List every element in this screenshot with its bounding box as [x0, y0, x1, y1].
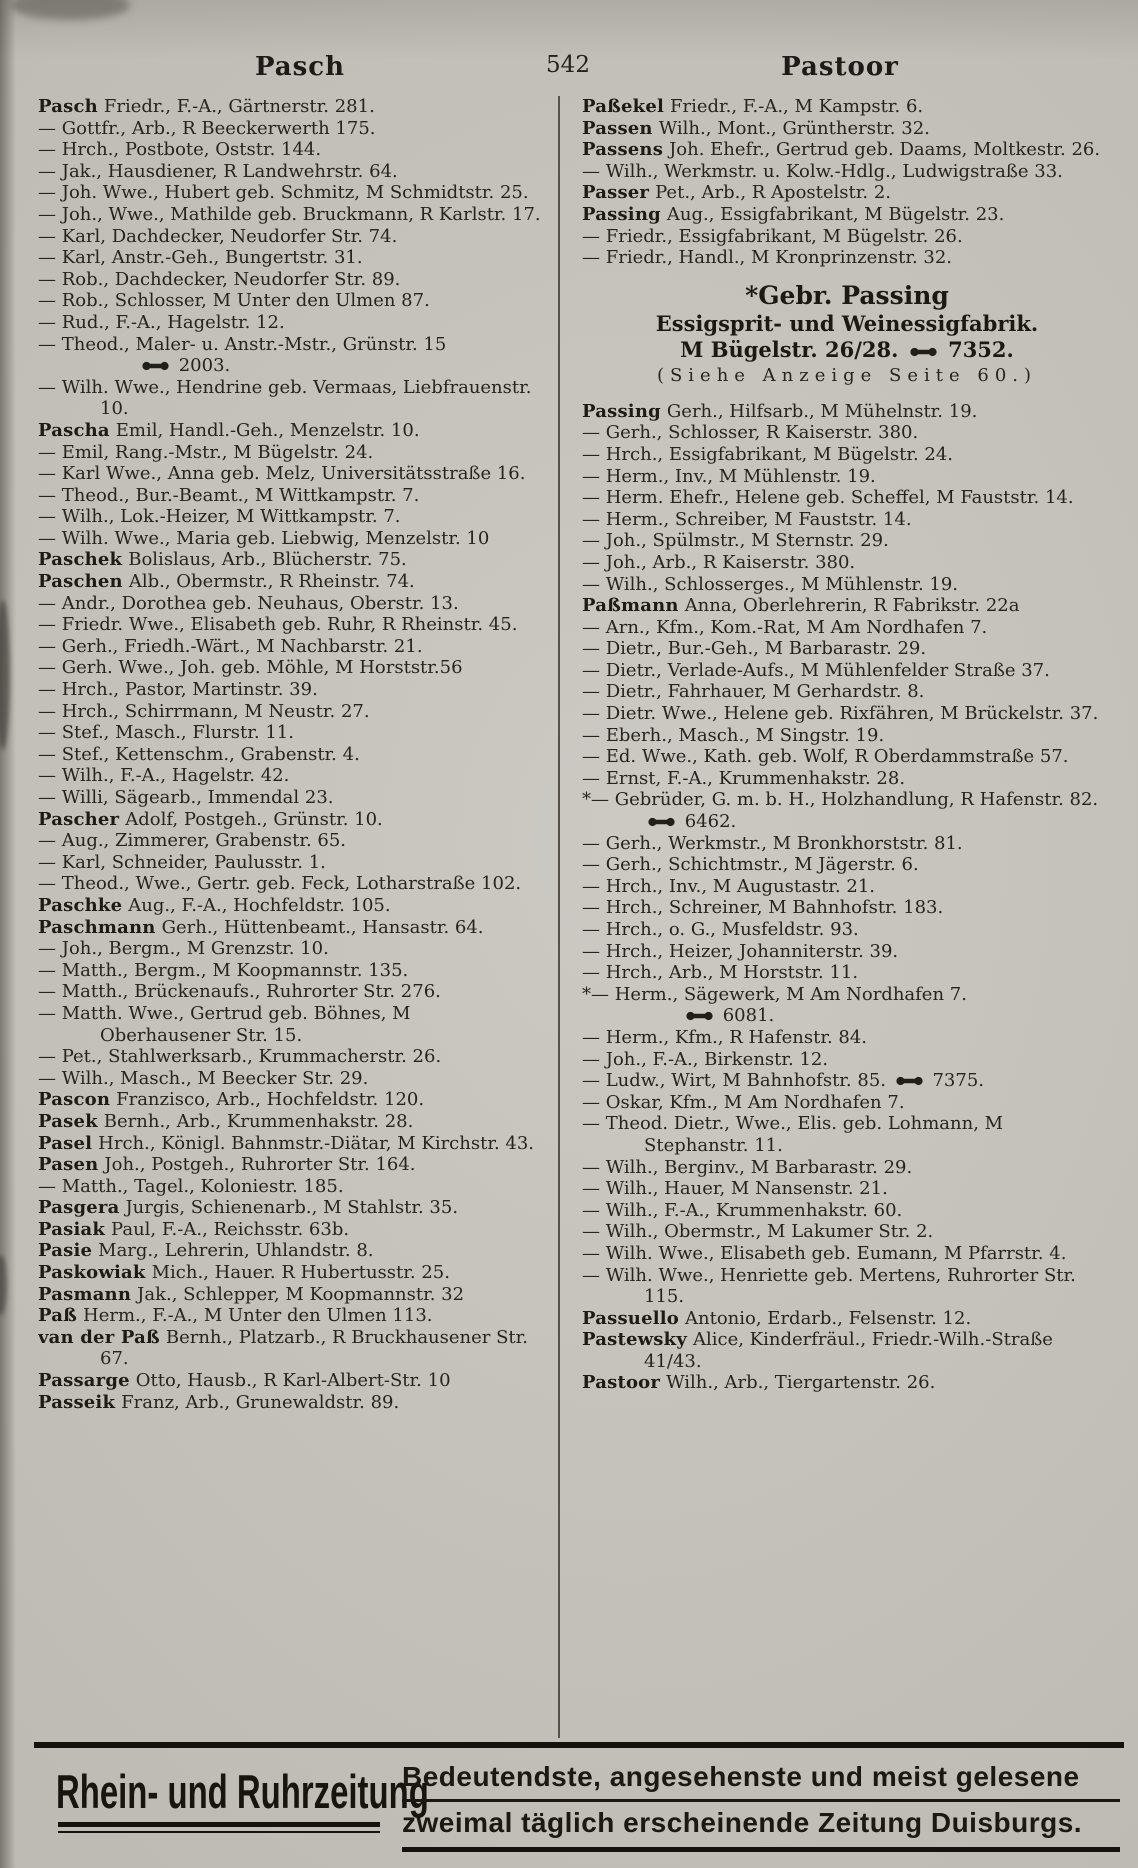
directory-entry — [582, 574, 1112, 596]
directory-entry — [38, 269, 544, 291]
entry-text: — Theod., Wwe., Gertr. geb. Feck, Lotharstraße 102. — [38, 873, 522, 895]
entry-surname: Paßekel — [582, 96, 665, 117]
entry-text: — Hrch., Essigfabrikant, M Bügelstr. 24. — [582, 443, 954, 465]
entry-text: — Hrch., Inv., M Augustastr. 21. — [582, 875, 875, 897]
entry-surname: Passing — [582, 203, 661, 225]
directory-entry — [38, 226, 544, 248]
ad-slogan — [402, 1756, 1120, 1852]
directory-entry — [582, 401, 1112, 423]
entry-text: — Friedr., Essigfabrikant, M Bügelstr. 26. — [582, 225, 963, 247]
entry-text: — Hrch., Pastor, Martinstr. 39. — [38, 679, 318, 701]
entry-text: — Stef., Masch., Flurstr. 11. — [38, 722, 294, 744]
entry-text: — Joh., Arb., R Kaiserstr. 380. — [582, 551, 856, 573]
directory-entry — [582, 1049, 1112, 1071]
entry-surname: Passen — [582, 117, 653, 139]
entry-text: — Friedr. Wwe., Elisabeth geb. Ruhr, R Rheinstr. 45. — [38, 614, 518, 636]
directory-entry — [582, 1221, 1112, 1243]
entry-surname: Paschek — [38, 549, 123, 571]
guide-word-left: Pasch — [254, 52, 346, 82]
entry-text: — Rob., Dachdecker, Neudorfer Str. 89. — [38, 268, 401, 290]
directory-entry — [38, 1003, 544, 1046]
entry-text: Mich., Hauer. R Hubertusstr. 25. — [151, 1262, 450, 1284]
directory-entry — [582, 422, 1112, 444]
telephone-icon — [648, 817, 675, 827]
directory-entry — [38, 1111, 544, 1133]
entry-text: — Gottfr., Arb., R Beeckerwerth 175. — [38, 117, 376, 139]
directory-entry — [38, 485, 544, 507]
directory-entry — [38, 830, 544, 852]
directory-entry — [38, 938, 544, 960]
entry-text: Marg., Lehrerin, Uhlandstr. 8. — [98, 1240, 374, 1262]
directory-entry — [582, 897, 1112, 919]
directory-entry — [582, 161, 1112, 183]
entry-text: — Herm., Kfm., R Hafenstr. 84. — [582, 1026, 868, 1048]
directory-entry — [582, 746, 1112, 768]
directory-entry — [38, 1046, 544, 1068]
entry-text: — Wilh., Schlosserges., M Mühlenstr. 19. — [582, 573, 959, 595]
directory-entry — [38, 247, 544, 269]
entry-text: Friedr., F.-A., Gärtnerstr. 281. — [103, 96, 375, 117]
directory-entry — [582, 1200, 1112, 1222]
directory-entry — [582, 487, 1112, 509]
entry-text: — Wilh., Obermstr., M Lakumer Str. 2. — [582, 1221, 934, 1243]
entry-surname: Paskowiak — [38, 1262, 146, 1284]
directory-entry — [582, 833, 1112, 855]
directory-entry — [38, 1068, 544, 1090]
entry-text: Pet., Arb., R Apostelstr. 2. — [655, 182, 891, 204]
directory-entry — [38, 1370, 544, 1392]
telephone-icon — [142, 361, 169, 371]
entry-text: — Rob., Schlosser, M Unter den Ulmen 87. — [38, 290, 430, 312]
entry-text: — Ernst, F.-A., Krummenhakstr. 28. — [582, 767, 906, 789]
directory-entry — [582, 1005, 1112, 1027]
directory-entry — [38, 679, 544, 701]
directory-entry — [582, 595, 1112, 617]
entry-text: — Wilh. Wwe., Hendrine geb. Vermaas, Liebfrauenstr. 10. — [38, 376, 532, 420]
entry-text: — Jak., Hausdiener, R Landwehrstr. 64. — [38, 160, 398, 182]
entry-surname: Passer — [582, 182, 650, 204]
directory-entry — [38, 1219, 544, 1241]
telephone-icon — [686, 1011, 713, 1021]
entry-surname: Passarge — [38, 1370, 130, 1392]
entry-text: — Matth. Wwe., Gertrud geb. Böhnes, M Oberhausener Str. 15. — [38, 1002, 411, 1046]
directory-entry — [582, 1113, 1112, 1156]
directory-entry — [582, 281, 1112, 311]
directory-entry — [582, 789, 1112, 832]
entry-text: — Herm., Schreiber, M Fauststr. 14. — [582, 508, 912, 530]
entry-text: Gerh., Hilfsarb., M Mühelnstr. 19. — [666, 400, 978, 422]
entry-text: — Oskar, Kfm., M Am Nordhafen 7. — [582, 1091, 905, 1113]
entry-text: Antonio, Erdarb., Felsenstr. 12. — [685, 1307, 972, 1329]
entry-text: — Andr., Dorothea geb. Neuhaus, Oberstr. 13. — [38, 592, 459, 614]
directory-entry — [38, 614, 544, 636]
entry-surname: Paßmann — [582, 595, 679, 617]
entry-text: *— Gebrüder, G. m. b. H., Holzhandlung, R Hafenstr. 82. 6462. — [582, 789, 1099, 833]
entry-text: — Willi, Sägearb., Immendal 23. — [38, 787, 334, 808]
directory-entry — [582, 768, 1112, 790]
directory-entry — [38, 204, 544, 226]
entry-text: — Wilh. Wwe., Maria geb. Liebwig, Menzelstr. 10 — [38, 527, 490, 549]
directory-entry — [38, 1327, 544, 1370]
directory-entry — [38, 442, 544, 464]
directory-entry — [582, 1265, 1112, 1308]
entry-text: — Hrch., Heizer, Johanniterstr. 39. — [582, 940, 899, 962]
footer-rule — [34, 1742, 1124, 1748]
entry-text: — Dietr., Fahrhauer, M Gerhardstr. 8. — [582, 681, 925, 703]
directory-entry — [582, 182, 1112, 204]
directory-entry — [38, 1176, 544, 1198]
entry-text: — Theod., Bur.-Beamt., M Wittkampstr. 7. — [38, 484, 420, 506]
directory-entry — [582, 363, 1112, 389]
directory-entry — [38, 852, 544, 874]
entry-text: Jak., Schlepper, M Koopmannstr. 32 — [137, 1283, 465, 1305]
directory-entry — [38, 1284, 544, 1306]
entry-text: Anna, Oberlehrerin, R Fabrikstr. 22a — [684, 595, 1020, 617]
entry-text: — Matth., Brückenaufs., Ruhrorter Str. 276. — [38, 981, 441, 1003]
directory-entry — [582, 1070, 1112, 1092]
directory-entry — [582, 204, 1112, 226]
directory-entry — [38, 960, 544, 982]
entry-text: Paul, F.-A., Reichsstr. 63b. — [111, 1218, 350, 1240]
entry-surname: Passing — [582, 400, 661, 422]
directory-entry — [38, 1392, 544, 1414]
entry-text: — Wilh., Hauer, M Nansenstr. 21. — [582, 1178, 888, 1200]
entry-text: — Joh., Bergm., M Grenzstr. 10. — [38, 938, 329, 960]
entry-surname: van der Paß — [38, 1326, 160, 1348]
telephone-icon — [910, 347, 937, 357]
directory-entry — [582, 337, 1112, 363]
entry-text: — Karl, Anstr.-Geh., Bungertstr. 31. — [38, 247, 363, 269]
entry-surname: Pascon — [38, 1089, 111, 1111]
entry-surname: Pasie — [38, 1240, 93, 1262]
directory-entry — [38, 463, 544, 485]
entry-text: — Dietr., Bur.-Geh., M Barbarastr. 29. — [582, 638, 927, 660]
entry-text: — Wilh., F.-A., Hagelstr. 42. — [38, 765, 290, 787]
directory-entry — [582, 139, 1112, 161]
entry-text: — Ludw., Wirt, M Bahnhofstr. 85. 7375. — [582, 1070, 984, 1092]
entry-text: — Wilh., Werkmstr. u. Kolw.-Hdlg., Ludwigstraße 33. — [582, 160, 1063, 182]
directory-entry — [38, 701, 544, 723]
entry-text: — Wilh., Berginv., M Barbarastr. 29. — [582, 1156, 913, 1178]
entry-text: Bolislaus, Arb., Blücherstr. 75. — [128, 549, 407, 571]
entry-text: *— Herm., Sägewerk, M Am Nordhafen 7. — [582, 983, 967, 1005]
entry-text: Bernh., Arb., Krummenhakstr. 28. — [103, 1110, 414, 1132]
entry-text: Alice, Kinderfräul., Friedr.-Wilh.-Straße 41/43. — [644, 1329, 1053, 1372]
entry-text: *Gebr. Passing — [745, 280, 949, 310]
directory-entry — [38, 182, 544, 204]
directory-entry — [582, 681, 1112, 703]
entry-surname: Paschen — [38, 571, 123, 593]
directory-entry — [38, 334, 544, 356]
directory-entry — [38, 377, 544, 420]
entry-text: — Hrch., Postbote, Oststr. 144. — [38, 139, 322, 161]
directory-entry — [38, 809, 544, 831]
entry-text: M Bügelstr. 26/28. 7352. — [680, 336, 1014, 362]
directory-entry — [38, 549, 544, 571]
entry-text: — Emil, Rang.-Mstr., M Bügelstr. 24. — [38, 441, 374, 463]
entry-surname: Pasel — [38, 1132, 93, 1154]
entry-text: Bernh., Platzarb., R Bruckhausener Str. 67. — [100, 1326, 529, 1370]
directory-entry — [38, 636, 544, 658]
entry-surname: Pascher — [38, 808, 120, 830]
entry-text: Hrch., Königl. Bahnmstr.-Diätar, M Kirchstr. 43. — [98, 1132, 535, 1154]
entry-text: — Matth., Tagel., Koloniestr. 185. — [38, 1175, 344, 1197]
entry-text: — Rud., F.-A., Hagelstr. 12. — [38, 311, 285, 333]
entry-text: — Ed. Wwe., Kath. geb. Wolf, R Oberdammstraße 57. — [582, 746, 1069, 768]
directory-entry — [582, 984, 1112, 1006]
entry-surname: Pascha — [38, 419, 110, 441]
entry-text: — Arn., Kfm., Kom.-Rat, M Am Nordhafen 7. — [582, 616, 988, 638]
ad-brand-underline — [58, 1822, 380, 1827]
entry-text: Franz, Arb., Grunewaldstr. 89. — [121, 1391, 400, 1413]
entry-text: — Gerh., Schlosser, R Kaiserstr. 380. — [582, 422, 919, 444]
directory-entry — [582, 703, 1112, 725]
directory-entry — [38, 1154, 544, 1176]
entry-surname: Pastewsky — [582, 1329, 687, 1351]
entry-surname: Passuello — [582, 1307, 680, 1329]
entry-surname: Paß — [38, 1305, 77, 1327]
directory-entry — [38, 355, 544, 377]
entry-text: (Siehe Anzeige Seite 60.) — [656, 364, 1038, 386]
directory-entry — [582, 962, 1112, 984]
directory-entry — [38, 96, 544, 118]
directory-entry — [582, 466, 1112, 488]
entry-surname: Pasiak — [38, 1218, 106, 1240]
entry-text: — Hrch., Arb., M Horststr. 11. — [582, 962, 859, 984]
entry-text: — Gerh. Wwe., Joh. geb. Möhle, M Horststr.56 — [38, 657, 463, 679]
directory-entry — [582, 638, 1112, 660]
entry-text: Adolf, Postgeh., Grünstr. 10. — [125, 808, 383, 830]
entry-text: — Herm., Inv., M Mühlenstr. 19. — [582, 465, 876, 487]
directory-entry — [38, 981, 544, 1003]
directory-entry — [38, 506, 544, 528]
entry-text: — Eberh., Masch., M Singstr. 19. — [582, 724, 885, 746]
directory-entry — [38, 161, 544, 183]
entry-text: — Karl, Dachdecker, Neudorfer Str. 74. — [38, 225, 398, 247]
page-header — [0, 52, 1138, 92]
entry-surname: Paschke — [38, 894, 123, 916]
directory-column-left — [38, 96, 544, 1738]
entry-text: — Stef., Kettenschm., Grabenstr. 4. — [38, 743, 360, 765]
directory-entry — [582, 725, 1112, 747]
entry-surname: Pasch — [38, 96, 98, 117]
directory-entry — [582, 552, 1112, 574]
entry-text: Franzisco, Arb., Hochfeldstr. 120. — [116, 1089, 425, 1111]
directory-entry — [582, 1157, 1112, 1179]
entry-text: — Joh., Spülmstr., M Sternstr. 29. — [582, 530, 889, 552]
directory-entry — [38, 528, 544, 550]
entry-text: Jurgis, Schienenarb., M Stahlstr. 35. — [125, 1197, 459, 1219]
entry-text: Joh. Ehefr., Gertrud geb. Daams, Moltkestr. 26. — [669, 139, 1101, 161]
entry-text: Gerh., Hüttenbeamt., Hansastr. 64. — [161, 916, 484, 938]
directory-entry — [38, 1133, 544, 1155]
entry-text: — Pet., Stahlwerksarb., Krummacherstr. 26. — [38, 1046, 442, 1068]
directory-entry — [582, 1372, 1112, 1394]
directory-entry — [582, 1329, 1112, 1372]
entry-text: — Wilh. Wwe., Elisabeth geb. Eumann, M Pfarrstr. 4. — [582, 1242, 1067, 1264]
directory-entry — [582, 226, 1112, 248]
directory-entry — [582, 444, 1112, 466]
page-number: 542 — [546, 52, 590, 78]
entry-text: Otto, Hausb., R Karl-Albert-Str. 10 — [135, 1370, 451, 1392]
directory-entry — [582, 1178, 1112, 1200]
entry-text: Wilh., Mont., Grüntherstr. 32. — [658, 117, 930, 139]
entry-text: — Karl, Schneider, Paulusstr. 1. — [38, 851, 326, 873]
directory-entry — [38, 657, 544, 679]
directory-entry — [582, 530, 1112, 552]
entry-text: — Herm. Ehefr., Helene geb. Scheffel, M Fauststr. 14. — [582, 487, 1074, 509]
entry-text: — Dietr. Wwe., Helene geb. Rixfähren, M Brückelstr. 37. — [582, 703, 1099, 725]
entry-text: — Wilh., F.-A., Krummenhakstr. 60. — [582, 1199, 903, 1221]
entry-text: — Gerh., Werkmstr., M Bronkhorststr. 81. — [582, 832, 963, 854]
directory-entry — [38, 312, 544, 334]
entry-surname: Passeik — [38, 1391, 116, 1413]
directory-entry — [38, 1305, 544, 1327]
directory-entry — [582, 876, 1112, 898]
scan-artifact — [10, 0, 130, 20]
entry-text: Aug., F.-A., Hochfeldstr. 105. — [128, 894, 391, 916]
entry-surname: Pasgera — [38, 1197, 120, 1219]
directory-columns — [38, 96, 1112, 1738]
entry-text: — Wilh., Lok.-Heizer, M Wittkampstr. 7. — [38, 506, 401, 528]
directory-entry — [38, 744, 544, 766]
entry-text: Friedr., F.-A., M Kampstr. 6. — [670, 96, 924, 117]
directory-entry — [38, 1262, 544, 1284]
entry-text: — Joh. Wwe., Hubert geb. Schmitz, M Schmidtstr. 25. — [38, 182, 529, 204]
entry-text: — Friedr., Handl., M Kronprinzenstr. 32. — [582, 247, 953, 269]
entry-text: — Wilh. Wwe., Henriette geb. Mertens, Ruhrorter Str. 115. — [582, 1264, 1076, 1308]
entry-text: — Matth., Bergm., M Koopmannstr. 135. — [38, 959, 409, 981]
directory-entry — [582, 247, 1112, 269]
entry-text: — Gerh., Friedh.-Wärt., M Nachbarstr. 21. — [38, 635, 423, 657]
directory-entry — [582, 617, 1112, 639]
telephone-icon — [896, 1076, 923, 1086]
directory-entry — [38, 1197, 544, 1219]
entry-text: — Hrch., o. G., Musfeldstr. 93. — [582, 919, 859, 940]
ad-slogan-line-1: Bedeutendste, angesehenste und meist gelesene — [402, 1756, 1120, 1802]
entry-text: — Theod. Dietr., Wwe., Elis. geb. Lohmann, M Stephanstr. 11. — [582, 1113, 1004, 1156]
entry-text: Herm., F.-A., M Unter den Ulmen 113. — [83, 1305, 433, 1327]
directory-entry — [582, 919, 1112, 941]
entry-surname: Paschmann — [38, 916, 156, 938]
ad-brand-name: Rhein- und Ruhrzeitung — [56, 1765, 429, 1818]
entry-text: Alb., Obermstr., R Rheinstr. 74. — [128, 571, 415, 593]
entry-text: Emil, Handl.-Geh., Menzelstr. 10. — [115, 419, 420, 441]
entry-text: — Karl Wwe., Anna geb. Melz, Universitätsstraße 16. — [38, 463, 526, 485]
entry-text: — Aug., Zimmerer, Grabenstr. 65. — [38, 830, 347, 852]
directory-entry — [582, 1027, 1112, 1049]
entry-surname: Pastoor — [582, 1372, 661, 1394]
entry-text: — Dietr., Verlade-Aufs., M Mühlenfelder Straße 37. — [582, 659, 1050, 681]
entry-text: 6081. — [682, 1005, 774, 1026]
directory-entry — [582, 118, 1112, 140]
directory-entry — [38, 571, 544, 593]
directory-entry — [38, 290, 544, 312]
scan-edge-shadow — [0, 0, 16, 1868]
directory-entry — [582, 660, 1112, 682]
entry-surname: Pasmann — [38, 1283, 132, 1305]
directory-entry — [38, 787, 544, 809]
ad-brand-underline-thin — [58, 1831, 380, 1833]
directory-entry — [582, 1243, 1112, 1265]
entry-text: Wilh., Arb., Tiergartenstr. 26. — [666, 1372, 936, 1394]
directory-entry — [582, 854, 1112, 876]
entry-text: Aug., Essigfabrikant, M Bügelstr. 23. — [666, 203, 1005, 225]
entry-text: Essigsprit- und Weinessigfabrik. — [655, 310, 1039, 336]
directory-entry — [38, 722, 544, 744]
guide-word-right: Pastoor — [781, 52, 899, 82]
entry-text: — Hrch., Schirrmann, M Neustr. 27. — [38, 700, 370, 722]
directory-entry — [38, 118, 544, 140]
entry-text: — Joh., F.-A., Birkenstr. 12. — [582, 1048, 829, 1070]
entry-surname: Pasek — [38, 1110, 98, 1132]
directory-entry — [582, 941, 1112, 963]
directory-entry — [38, 917, 544, 939]
ad-slogan-line-2: zweimal täglich erscheinende Zeitung Duisburgs. — [402, 1802, 1120, 1852]
entry-text: — Wilh., Masch., M Beecker Str. 29. — [38, 1067, 369, 1089]
directory-entry — [38, 1240, 544, 1262]
directory-entry — [582, 1308, 1112, 1330]
directory-entry — [38, 765, 544, 787]
directory-entry — [38, 420, 544, 442]
directory-entry — [582, 311, 1112, 337]
directory-entry — [38, 139, 544, 161]
directory-entry — [38, 593, 544, 615]
directory-entry — [38, 895, 544, 917]
entry-text: — Hrch., Schreiner, M Bahnhofstr. 183. — [582, 897, 944, 919]
entry-text: — Theod., Maler- u. Anstr.-Mstr., Grünstr. 15 — [38, 333, 447, 355]
directory-column-right — [558, 96, 1112, 1738]
entry-surname: Pasen — [38, 1154, 99, 1176]
entry-text: 2003. — [138, 355, 230, 376]
entry-surname: Passens — [582, 139, 664, 161]
directory-entry — [38, 873, 544, 895]
newspaper-advertisement — [56, 1756, 1120, 1860]
directory-entry — [38, 1089, 544, 1111]
entry-text: — Gerh., Schichtmstr., M Jägerstr. 6. — [582, 854, 919, 876]
directory-entry — [582, 509, 1112, 531]
directory-entry — [582, 96, 1112, 118]
entry-text: Joh., Postgeh., Ruhrorter Str. 164. — [104, 1154, 416, 1176]
directory-entry — [582, 1092, 1112, 1114]
entry-text: — Joh., Wwe., Mathilde geb. Bruckmann, R Karlstr. 17. — [38, 203, 541, 225]
